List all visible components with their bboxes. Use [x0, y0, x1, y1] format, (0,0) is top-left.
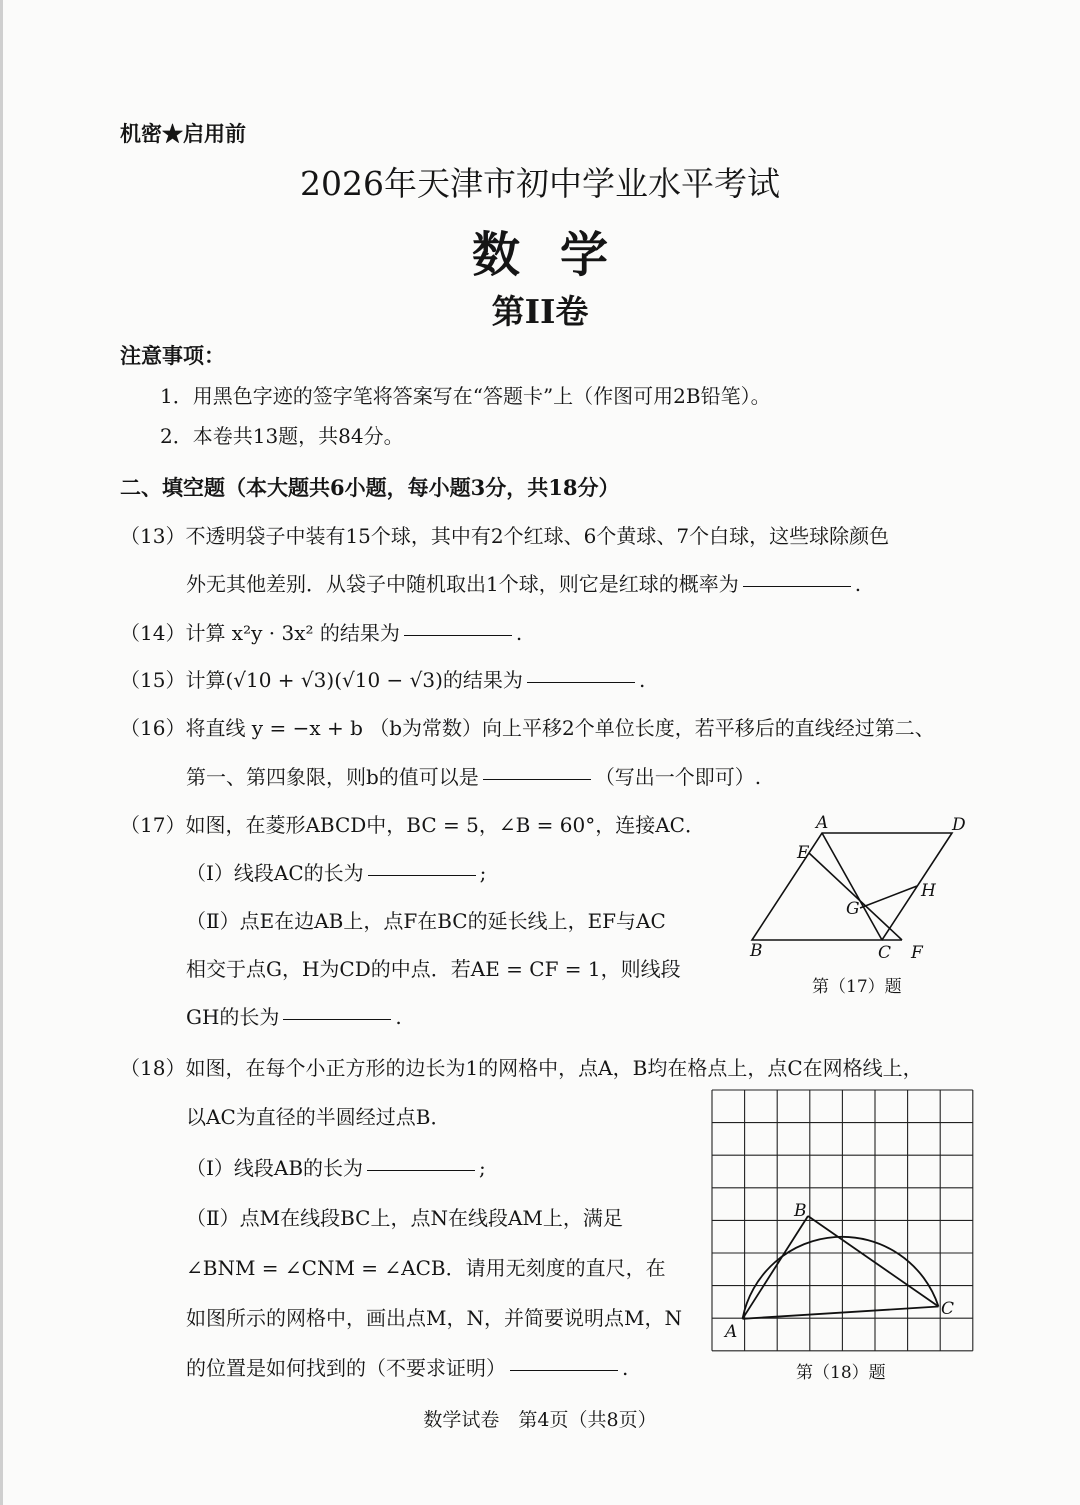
- q18-grid-figure: [710, 1088, 974, 1352]
- q18-caption: 第（18）题: [796, 1363, 886, 1383]
- section-title: 二、填空题（本大题共6小题，每小题3分，共18分）: [120, 475, 620, 500]
- label-f: F: [911, 943, 923, 963]
- q13-line2: 外无其他差别．从袋子中随机取出1个球，则它是红球的概率为 .: [186, 572, 862, 596]
- q18-line2: 以AC为直径的半圆经过点B．: [186, 1105, 451, 1129]
- q17-part1: （Ⅰ）线段AC的长为 ;: [186, 861, 487, 885]
- notice-item-1: 1．用黑色字迹的签字笔将答案写在“答题卡”上（作图可用2B铅笔）。: [160, 384, 771, 408]
- q18-part2a: （Ⅱ）点M在线段BC上，点N在线段AM上，满足: [186, 1206, 623, 1230]
- answer-blank[interactable]: [283, 1018, 391, 1020]
- label-e: E: [797, 843, 810, 863]
- volume-label: 第II卷: [491, 292, 589, 331]
- confidential-label: 机密★启用前: [120, 121, 246, 146]
- q14-line1: （14）计算 x²y · 3x² 的结果为 .: [120, 621, 523, 645]
- page-footer: 数学试卷 第4页（共8页）: [423, 1409, 657, 1431]
- answer-blank[interactable]: [527, 681, 635, 683]
- q17-line1: （17）如图，在菱形ABCD中，BC = 5，∠B = 60°，连接AC．: [120, 813, 705, 837]
- q17-part2c: GH的长为 .: [186, 1005, 402, 1029]
- q18-part2b: ∠BNM = ∠CNM = ∠ACB．请用无刻度的直尺，在: [186, 1256, 666, 1280]
- label-b: B: [794, 1201, 807, 1221]
- segment-ac: [743, 1307, 939, 1319]
- q17-rhombus-figure: [740, 808, 980, 968]
- q18-part2c: 如图所示的网格中，画出点M，N，并简要说明点M，N: [186, 1306, 682, 1330]
- label-c: C: [941, 1299, 955, 1319]
- label-c: C: [878, 943, 892, 963]
- q18-line1: （18）如图，在每个小正方形的边长为1的网格中，点A，B均在格点上，点C在网格线上，: [120, 1056, 923, 1080]
- exam-title: 2026年天津市初中学业水平考试: [300, 164, 780, 203]
- q18-part1: （Ⅰ）线段AB的长为 ;: [186, 1156, 486, 1180]
- answer-blank[interactable]: [368, 874, 476, 876]
- semicircle: [743, 1237, 939, 1319]
- q17-caption: 第（17）题: [812, 977, 902, 997]
- segment-gh: [860, 886, 917, 908]
- label-b: B: [750, 941, 763, 961]
- answer-blank[interactable]: [483, 778, 591, 780]
- label-a: A: [725, 1322, 738, 1342]
- segment-bc: [808, 1216, 939, 1307]
- label-h: H: [921, 881, 936, 901]
- answer-blank[interactable]: [367, 1169, 475, 1171]
- segment-ac: [822, 833, 882, 940]
- label-a: A: [816, 813, 829, 833]
- q17-part2a: （Ⅱ）点E在边AB上，点F在BC的延长线上，EF与AC: [186, 909, 666, 933]
- answer-blank[interactable]: [510, 1369, 618, 1371]
- q17-part2b: 相交于点G，H为CD的中点．若AE = CF = 1，则线段: [186, 957, 681, 981]
- label-g: G: [846, 899, 860, 919]
- q16-line2: 第一、第四象限，则b的值可以是 （写出一个即可）.: [186, 765, 762, 789]
- segment-ab: [743, 1216, 809, 1319]
- answer-blank[interactable]: [743, 585, 851, 587]
- notice-item-2: 2．本卷共13题，共84分。: [160, 424, 404, 448]
- label-d: D: [952, 815, 966, 835]
- q18-part2d: 的位置是如何找到的（不要求证明） .: [186, 1356, 629, 1380]
- subject-title: 数学: [471, 227, 648, 283]
- q13-line1: （13）不透明袋子中装有15个球，其中有2个红球、6个黄球、7个白球，这些球除颜色: [120, 524, 890, 548]
- answer-blank[interactable]: [404, 634, 512, 636]
- notice-heading: 注意事项：: [120, 343, 225, 368]
- q15-line1: （15）计算(√10 + √3)(√10 − √3)的结果为 .: [120, 668, 646, 692]
- q16-line1: （16）将直线 y = −x + b （b为常数）向上平移2个单位长度，若平移后的直线经过第二、: [120, 716, 935, 740]
